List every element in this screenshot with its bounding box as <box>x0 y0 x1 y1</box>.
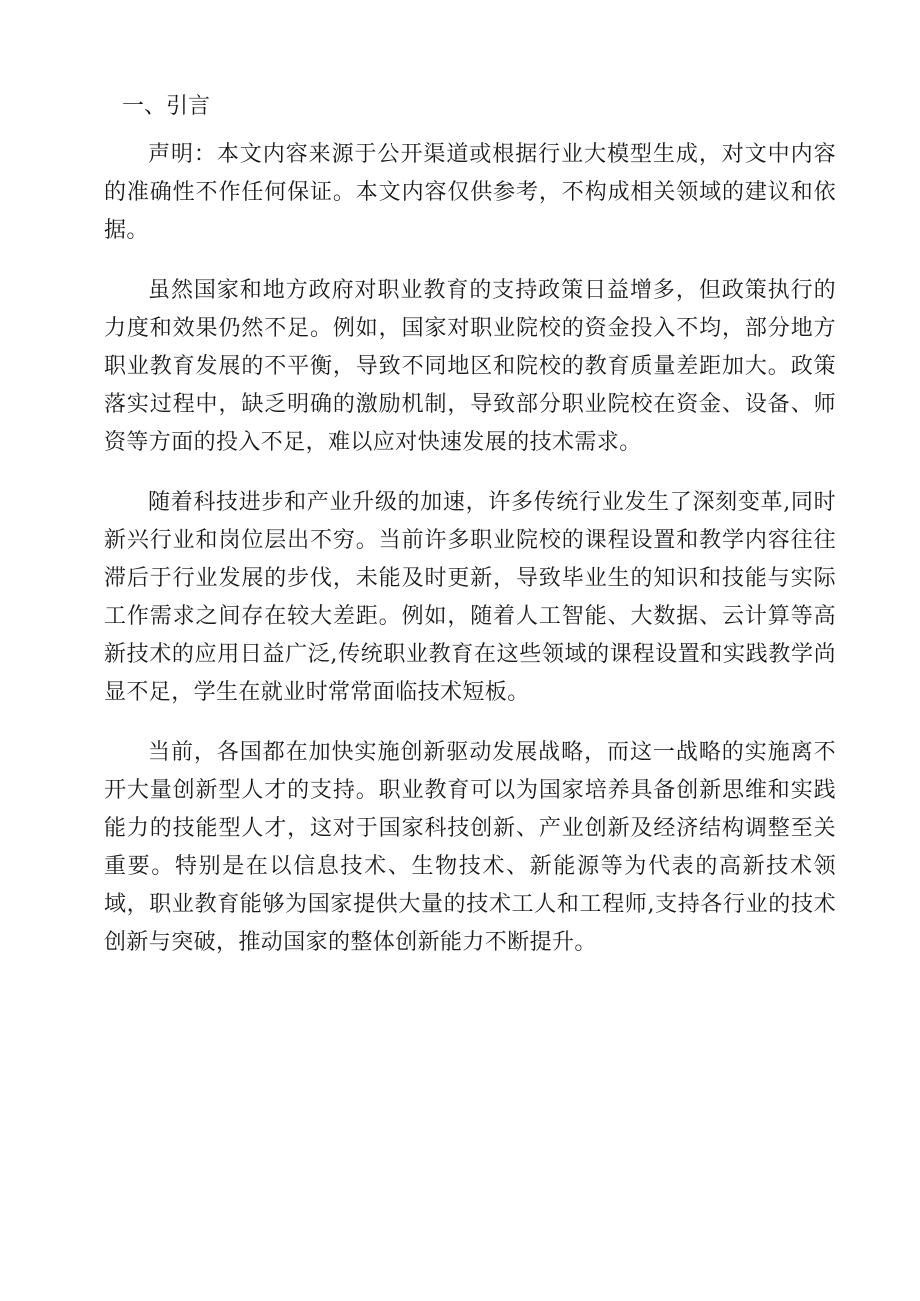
curriculum-paragraph: 随着科技进步和产业升级的加速，许多传统行业发生了深刻变革,同时新兴行业和岗位层出不穷。当前许多职业院校的课程设置和教学内容往往滞后于行业发展的步伐，未能及时更新，导致毕业生的知识和技能与实际工作需求之间存在较大差距。例如，随着人工智能、大数据、云计算等高新技术的应用日益广泛,传统职业教育在这些领域的课程设置和实践教学尚显不足，学生在就业时常常面临技术短板。 <box>104 490 836 705</box>
section-heading: 一、引言 <box>122 94 211 119</box>
disclaimer-paragraph: 声明：本文内容来源于公开渠道或根据行业大模型生成，对文中内容的准确性不作任何保证。本文内容仅供参考，不构成相关领域的建议和依据。 <box>104 142 836 243</box>
policy-paragraph: 虽然国家和地方政府对职业教育的支持政策日益增多，但政策执行的力度和效果仍然不足。例如，国家对职业院校的资金投入不均，部分地方职业教育发展的不平衡，导致不同地区和院校的教育质量差距加大。政策落实过程中，缺乏明确的激励机制，导致部分职业院校在资金、设备、师资等方面的投入不足，难以应对快速发展的技术需求。 <box>104 278 836 455</box>
innovation-paragraph: 当前，各国都在加快实施创新驱动发展战略，而这一战略的实施离不开大量创新型人才的支持。职业教育可以为国家培养具备创新思维和实践能力的技能型人才，这对于国家科技创新、产业创新及经济结构调整至关重要。特别是在以信息技术、生物技术、新能源等为代表的高新技术领域，职业教育能够为国家提供大量的技术工人和工程师,支持各行业的技术创新与突破，推动国家的整体创新能力不断提升。 <box>104 740 836 955</box>
document-body <box>104 88 836 984</box>
